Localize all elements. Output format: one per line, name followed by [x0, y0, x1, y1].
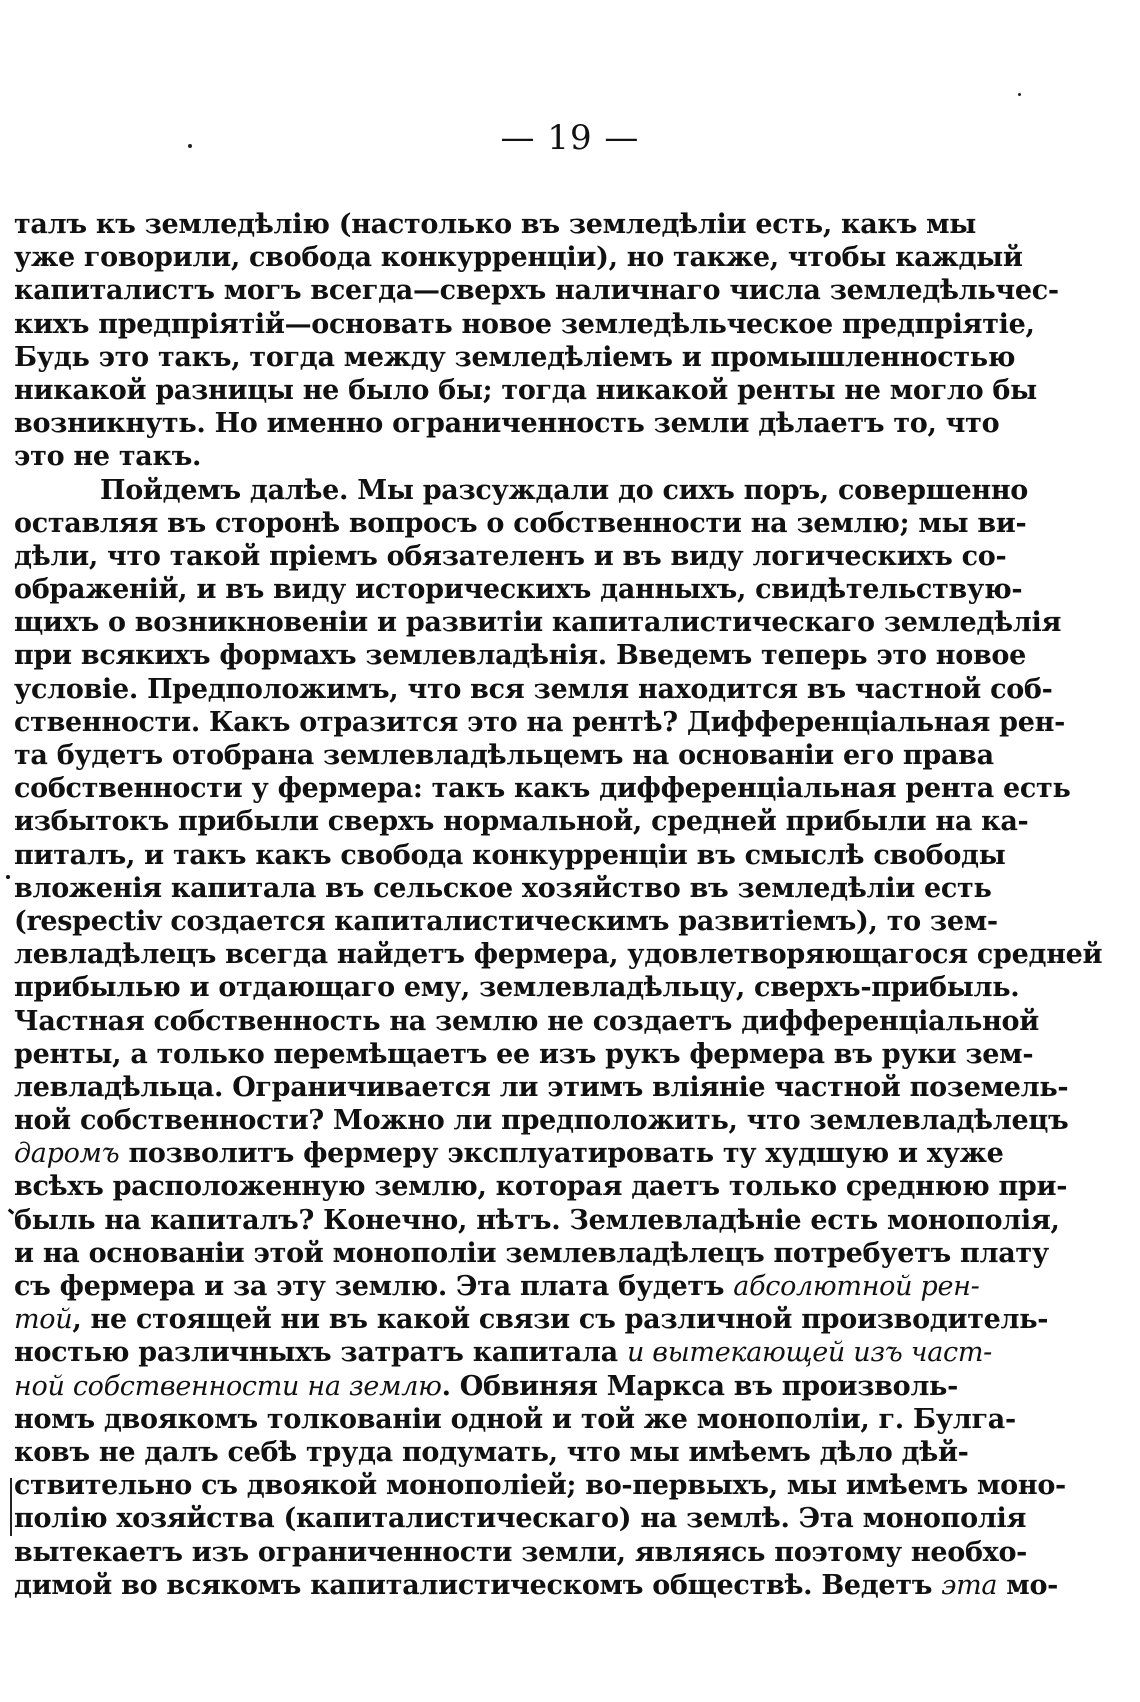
text-line: прибылью и отдающаго ему, землевладѣльцу, сверхъ-прибыль. [14, 972, 1020, 1004]
italic-emphasis: и вытекающей изъ част- [626, 1337, 992, 1369]
text-line: (respectiv создается капиталистическимъ развитіемъ), то зем- [14, 905, 998, 937]
text-line: левладѣлецъ всегда найдетъ фермера, удовлетворяющагося средней [14, 939, 1103, 971]
text-line: питалъ, и такъ какъ свобода конкурренціи въ смыслѣ свободы [14, 839, 1006, 871]
text-line: капиталистъ могъ всегда—сверхъ наличнаго числа земледѣльчес- [14, 275, 1059, 307]
text-line: оставляя въ сторонѣ вопросъ о собственности на землю; мы ви- [14, 507, 1027, 539]
text-line: кихъ предпріятій—основать новое земледѣльческое предпріятіе, [14, 308, 1035, 340]
text-line [14, 1270, 980, 1303]
text-line: дѣли, что такой пріемъ обязателенъ и въ виду логическихъ со- [14, 540, 1007, 572]
text-line: условіе. Предположимъ, что вся земля находится въ частной соб- [14, 673, 1053, 705]
text-line: избытокъ прибыли сверхъ нормальной, средней прибыли на ка- [14, 806, 1029, 838]
italic-emphasis: эта [941, 1569, 998, 1601]
text-run: ностью различныхъ затратъ капитала [14, 1337, 627, 1369]
text-line: никакой разницы не было бы; тогда никакой ренты не могло бы [14, 374, 1037, 406]
body-text [14, 208, 1103, 1602]
italic-emphasis: абсолютной рен- [733, 1271, 980, 1302]
text-run: димой во всякомъ капиталистическомъ обществѣ. Ведетъ [14, 1569, 942, 1601]
scan-margin-mark [6, 875, 10, 879]
italic-emphasis: ной собственности на землю [14, 1370, 442, 1402]
text-line [14, 1370, 958, 1403]
text-line: уже говорили, свобода конкурренціи), но также, чтобы каждый [14, 242, 1023, 274]
text-run: . Обвиняя Маркса въ произволь- [441, 1370, 958, 1402]
text-run: позволитъ фермеру эксплуатировать ту худшую и хуже [119, 1138, 1004, 1170]
text-line: вытекаетъ изъ ограниченности земли, являясь поэтому необхо- [14, 1536, 1028, 1568]
text-line: ренты, а только перемѣщаетъ ее изъ рукъ фермера въ руки зем- [14, 1038, 1034, 1070]
scan-speck [1018, 93, 1021, 96]
text-line: щихъ о возникновеніи и развитіи капиталистическаго земледѣлія [14, 607, 1062, 639]
text-line: ной собственности? Можно ли предположить, что землевладѣлецъ [14, 1105, 1069, 1137]
text-line: быль на капиталъ? Конечно, нѣтъ. Землевладѣніе есть монополія, [14, 1204, 1060, 1236]
text-line: возникнуть. Но именно ограниченность земли дѣлаетъ то, что [14, 408, 1000, 440]
text-line [14, 1303, 1049, 1336]
text-run: мо- [997, 1569, 1059, 1601]
text-line: собственности у фермера: такъ какъ дифференціальная рента есть [14, 773, 1071, 805]
scan-margin-mark [10, 1478, 12, 1536]
text-line: номъ двоякомъ толкованіи одной и той же монополіи, г. Булга- [14, 1403, 1016, 1435]
text-line: ствительно съ двоякой монополіей; во-первыхъ, мы имѣемъ моно- [14, 1470, 1066, 1502]
text-line: Частная собственность на землю не создаетъ дифференціальной [14, 1005, 1039, 1037]
text-line: ображеній, и въ виду историческихъ данныхъ, свидѣтельствую- [14, 574, 1023, 606]
text-line: Пойдемъ далѣе. Мы разсуждали до сихъ поръ, совершенно [100, 474, 1028, 506]
text-line: талъ къ земледѣлію (настолько въ земледѣліи есть, какъ мы [14, 209, 977, 240]
text-line: при всякихъ формахъ землевладѣнія. Введемъ теперь это новое [14, 640, 1027, 672]
text-run: съ фермера и за эту землю. Эта плата будетъ [14, 1271, 734, 1302]
text-line: полію хозяйства (капиталистическаго) на землѣ. Эта монополія [14, 1503, 1027, 1535]
text-line: вложенія капитала въ сельское хозяйство въ земледѣліи есть [14, 872, 992, 904]
text-line: та будетъ отобрана землевладѣльцемъ на основаніи его права [14, 740, 994, 771]
text-line [14, 1336, 992, 1369]
text-line [14, 1137, 1004, 1170]
text-run: , не стоящей ни въ какой связи съ различной производитель- [72, 1304, 1049, 1336]
text-line: всѣхъ расположенную землю, которая даетъ только среднюю при- [14, 1171, 1068, 1203]
text-line: ственности. Какъ отразится это на рентѣ? Дифференціальная рен- [14, 706, 1065, 738]
text-line: ковъ не далъ себѣ труда подумать, что мы имѣемъ дѣло дѣй- [14, 1436, 969, 1468]
page-number: — 19 — [500, 118, 640, 158]
italic-emphasis: даромъ [14, 1138, 120, 1170]
italic-emphasis: той [14, 1304, 73, 1336]
text-line: левладѣльца. Ограничивается ли этимъ вліяніе частной поземель- [14, 1071, 1069, 1103]
text-line: и на основаніи этой монополіи землевладѣлецъ потребуетъ плату [14, 1237, 1049, 1269]
text-line [14, 1569, 1059, 1602]
text-line: это не такъ. [14, 441, 202, 473]
text-line: Будь это такъ, тогда между земледѣліемъ и промышленностью [14, 341, 1016, 373]
